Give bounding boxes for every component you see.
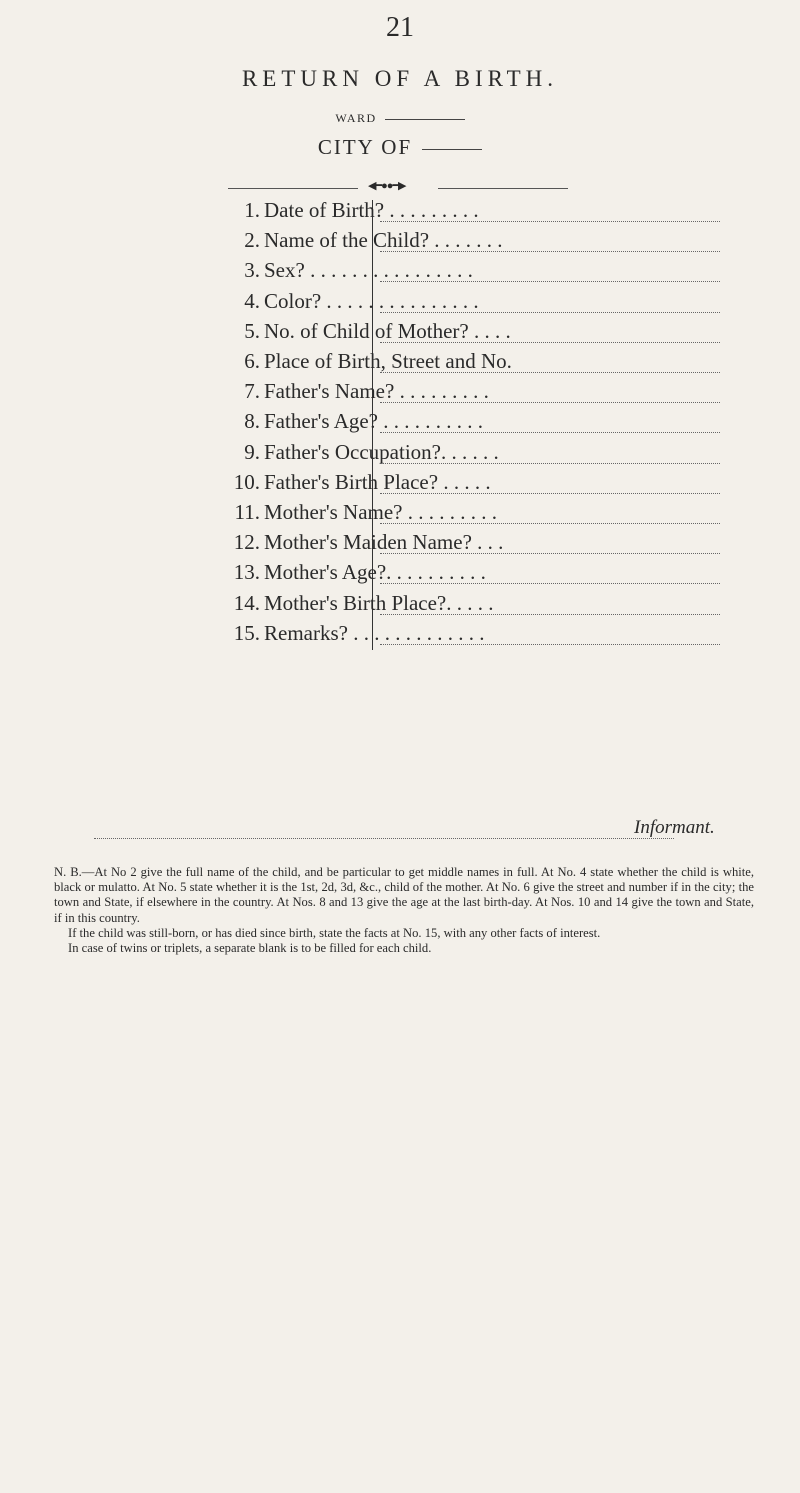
field-number: 1. — [244, 198, 260, 222]
field-label: Sex? . . . . . . . . . . . . . . . . — [264, 258, 473, 283]
field-number: 2. — [244, 228, 260, 253]
form-field-row — [0, 530, 800, 560]
field-blank-line[interactable] — [380, 432, 720, 433]
note-paragraph: If the child was still-born, or has died since birth, state the facts at No. 15, with any other facts of interest. — [68, 925, 601, 940]
form-field-row — [0, 379, 800, 409]
field-number: 8. — [244, 409, 260, 434]
field-blank-line[interactable] — [380, 553, 720, 554]
field-blank-line[interactable] — [380, 614, 720, 615]
note-paragraph: In case of twins or triplets, a separate blank is to be filled for each child. — [68, 941, 432, 956]
field-number: 5. — [244, 318, 260, 343]
field-blank-line[interactable] — [380, 251, 720, 252]
field-number: 3. — [244, 258, 260, 283]
instructions-note — [54, 865, 754, 956]
field-blank-line[interactable] — [380, 372, 720, 373]
field-blank-line[interactable] — [380, 402, 720, 403]
field-number: 13. — [233, 560, 260, 585]
field-blank-line[interactable] — [380, 281, 720, 282]
form-field-row — [0, 591, 800, 621]
field-blank-line[interactable] — [380, 583, 720, 584]
form-field-row — [0, 500, 800, 530]
field-blank-line[interactable] — [380, 221, 720, 222]
field-label: Mother's Age?. . . . . . . . . . — [264, 560, 486, 585]
field-label: Mother's Name? . . . . . . . . . — [264, 500, 497, 524]
form-field-row — [0, 470, 800, 500]
form-field-row — [0, 319, 800, 349]
form-field-row — [0, 440, 800, 470]
field-label: Color? . . . . . . . . . . . . . . . — [264, 288, 479, 313]
field-label: Name of the Child? . . . . . . . — [264, 228, 503, 253]
field-blank-line[interactable] — [380, 312, 720, 313]
form-field-row — [0, 409, 800, 439]
form-field-row — [0, 621, 800, 651]
city-line — [0, 135, 800, 160]
form-field-row — [0, 289, 800, 319]
form-field-row — [0, 258, 800, 288]
city-label: CITY OF — [317, 135, 413, 159]
field-number: 12. — [233, 530, 260, 555]
ornament-divider — [228, 180, 568, 195]
form-field-row — [0, 349, 800, 379]
field-number: 14. — [233, 590, 260, 615]
informant-signature-line — [94, 838, 674, 839]
field-label: Mother's Birth Place?. . . . . — [264, 590, 494, 615]
informant-label: Informant. — [634, 817, 715, 838]
form-field-row — [0, 228, 800, 258]
field-label: Mother's Maiden Name? . . . — [264, 530, 504, 555]
form-title: RETURN OF A BIRTH. — [241, 66, 559, 91]
field-number: 11. — [234, 500, 260, 524]
field-blank-line[interactable] — [380, 644, 720, 645]
field-number: 4. — [244, 288, 260, 313]
field-label: Father's Name? . . . . . . . . . — [264, 379, 489, 404]
field-number: 7. — [244, 379, 260, 404]
field-blank-line[interactable] — [380, 342, 720, 343]
field-label: Father's Occupation?. . . . . . — [264, 439, 499, 464]
ornament-rule-left — [228, 188, 358, 189]
ward-line — [0, 111, 800, 126]
field-number: 9. — [244, 439, 260, 464]
field-blank-line[interactable] — [380, 523, 720, 524]
ward-blank — [385, 119, 465, 120]
field-label: Remarks? . . . . . . . . . . . . . — [264, 620, 485, 645]
field-label: No. of Child of Mother? . . . . — [264, 318, 511, 343]
form-field-row — [0, 560, 800, 590]
field-label: Father's Birth Place? . . . . . — [264, 469, 491, 494]
ward-label: WARD — [335, 111, 377, 125]
page-number: 21 — [386, 12, 414, 43]
field-label: Father's Age? . . . . . . . . . . — [264, 409, 484, 434]
field-label: Date of Birth? . . . . . . . . . — [264, 198, 479, 222]
city-blank — [422, 149, 482, 150]
ornament-glyph: ◀━●●━▶ — [368, 180, 406, 192]
ornament-rule-right — [438, 188, 568, 189]
field-label: Place of Birth, Street and No. — [264, 349, 512, 373]
field-number: 6. — [244, 349, 260, 373]
field-number: 15. — [233, 620, 260, 645]
field-number: 10. — [233, 469, 260, 494]
form-field-row — [0, 198, 800, 228]
field-blank-line[interactable] — [380, 493, 720, 494]
field-blank-line[interactable] — [380, 463, 720, 464]
note-paragraph: N. B.—At No 2 give the full name of the child, and be particular to get middle names in full. At No. 4 state whether the child is white, black or mulatto. At No. 5 state whether it is the 1st, 2d, 3d, &c., child of the mother. At No. 6 give the street and number if in the city; the town and State, if elsewhere in the country. At Nos. 8 and 13 give the age at the last birth-day. At Nos. 10 and 14 give the town and State, if in this country. — [54, 865, 754, 925]
